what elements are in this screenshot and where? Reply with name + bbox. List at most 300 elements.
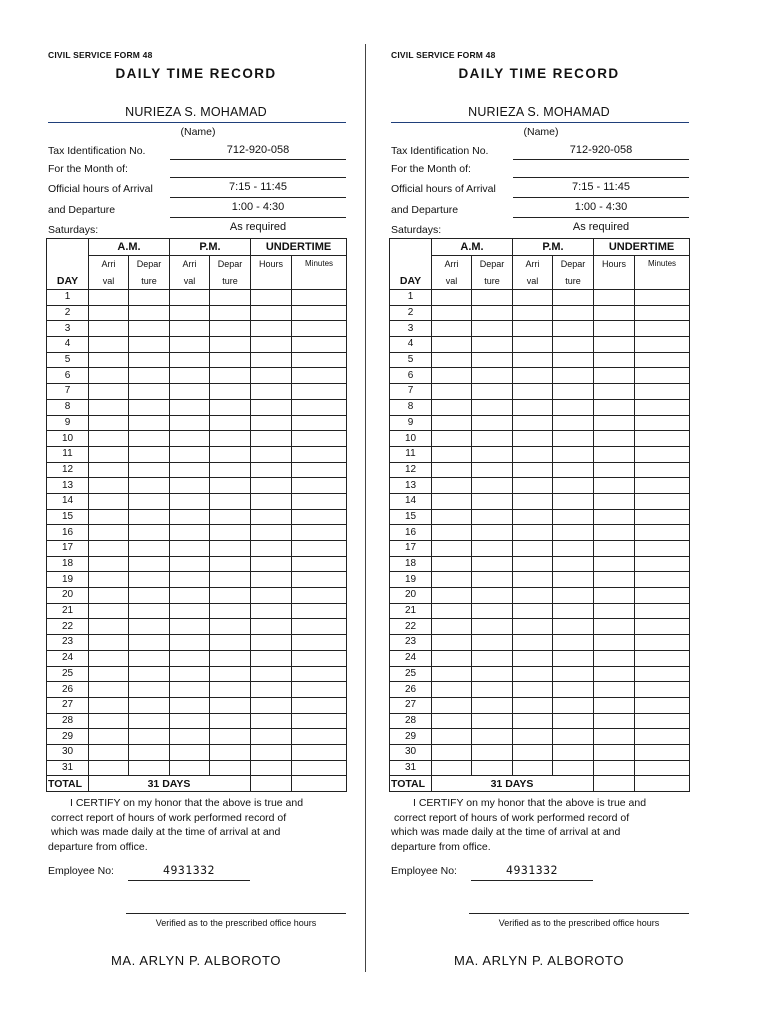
am-arrival-cell xyxy=(432,462,472,478)
am-departure-cell xyxy=(129,541,170,557)
am-departure-header-2: ture xyxy=(472,273,513,290)
table-row xyxy=(390,431,690,447)
am-arrival-cell xyxy=(89,744,129,760)
arrival-label: Official hours of Arrival xyxy=(391,183,496,195)
pm-arrival-cell xyxy=(170,572,210,588)
undertime-header: UNDERTIME xyxy=(594,239,690,256)
am-departure-cell xyxy=(129,431,170,447)
total-section xyxy=(47,776,347,792)
table-row xyxy=(47,493,347,509)
am-departure-cell xyxy=(472,713,513,729)
table-row xyxy=(390,305,690,321)
pm-departure-cell xyxy=(553,619,594,635)
am-arrival-cell xyxy=(89,556,129,572)
table-row xyxy=(47,478,347,494)
dtr-form-right xyxy=(389,0,689,1024)
am-arrival-cell xyxy=(89,760,129,776)
pm-departure-cell xyxy=(553,525,594,541)
undertime-minutes-cell xyxy=(292,713,347,729)
undertime-hours-cell xyxy=(251,290,292,306)
am-departure-cell xyxy=(472,603,513,619)
am-departure-cell xyxy=(472,337,513,353)
day-number: 14 xyxy=(390,493,432,509)
undertime-hours-cell xyxy=(251,337,292,353)
table-row xyxy=(390,603,690,619)
undertime-hours-cell xyxy=(594,509,635,525)
day-number: 10 xyxy=(47,431,89,447)
day-number: 5 xyxy=(390,352,432,368)
month-line xyxy=(513,177,689,178)
undertime-minutes-cell xyxy=(635,682,690,698)
pm-departure-cell xyxy=(210,572,251,588)
table-row xyxy=(390,399,690,415)
total-value: 31 DAYS xyxy=(129,776,210,792)
am-departure-cell xyxy=(129,650,170,666)
pm-arrival-cell xyxy=(513,509,553,525)
pm-departure-cell xyxy=(210,399,251,415)
total-label: TOTAL xyxy=(390,776,432,792)
am-arrival-cell xyxy=(89,415,129,431)
undertime-hours-cell xyxy=(594,682,635,698)
undertime-hours-cell xyxy=(594,666,635,682)
am-arrival-cell xyxy=(432,650,472,666)
pm-departure-cell xyxy=(210,556,251,572)
pm-departure-cell xyxy=(553,760,594,776)
pm-departure-cell xyxy=(210,635,251,651)
pm-arrival-cell xyxy=(170,666,210,682)
am-arrival-cell xyxy=(89,713,129,729)
undertime-hours-cell xyxy=(594,493,635,509)
am-arrival-cell xyxy=(89,493,129,509)
am-arrival-cell xyxy=(89,650,129,666)
undertime-minutes-cell xyxy=(292,478,347,494)
table-row xyxy=(390,368,690,384)
am-departure-cell xyxy=(472,431,513,447)
pm-arrival-cell xyxy=(513,431,553,447)
certify-line: departure from office. xyxy=(391,840,491,853)
undertime-minutes-cell xyxy=(635,431,690,447)
undertime-minutes-cell xyxy=(292,399,347,415)
undertime-minutes-cell xyxy=(635,462,690,478)
pm-arrival-cell xyxy=(513,650,553,666)
pm-arrival-cell xyxy=(170,305,210,321)
day-number: 31 xyxy=(390,760,432,776)
pm-arrival-cell xyxy=(513,525,553,541)
table-row xyxy=(47,541,347,557)
hours-header-2 xyxy=(594,273,635,290)
pm-departure-cell xyxy=(553,572,594,588)
undertime-hours-cell xyxy=(251,368,292,384)
am-departure-cell xyxy=(129,384,170,400)
undertime-hours-cell xyxy=(594,525,635,541)
undertime-minutes-cell xyxy=(635,588,690,604)
day-number: 30 xyxy=(47,744,89,760)
undertime-hours-cell xyxy=(594,368,635,384)
pm-departure-header: Depar xyxy=(553,256,594,273)
am-arrival-cell xyxy=(89,729,129,745)
pm-arrival-cell xyxy=(170,588,210,604)
am-arrival-header-2: val xyxy=(432,273,472,290)
hours-header-2 xyxy=(251,273,292,290)
am-departure-cell xyxy=(129,697,170,713)
table-row xyxy=(390,556,690,572)
signatory-name: MA. ARLYN P. ALBOROTO xyxy=(110,953,282,968)
table-row xyxy=(390,541,690,557)
tin-label: Tax Identification No. xyxy=(48,145,146,157)
day-number: 21 xyxy=(47,603,89,619)
certify-line: which was made daily at the time of arrival at and xyxy=(51,826,281,839)
undertime-hours-cell xyxy=(251,384,292,400)
am-arrival-cell xyxy=(89,682,129,698)
am-arrival-cell xyxy=(89,399,129,415)
pm-departure-cell xyxy=(210,305,251,321)
am-departure-cell xyxy=(129,744,170,760)
am-arrival-cell xyxy=(432,509,472,525)
arrival-line xyxy=(170,197,346,198)
day-number: 12 xyxy=(390,462,432,478)
undertime-hours-cell xyxy=(251,478,292,494)
undertime-minutes-cell xyxy=(292,697,347,713)
table-row xyxy=(47,415,347,431)
table-row xyxy=(47,744,347,760)
time-record-table xyxy=(389,238,690,792)
certify-line: I CERTIFY on my honor that the above is true and xyxy=(413,797,647,809)
undertime-minutes-cell xyxy=(292,619,347,635)
day-header-cell-top xyxy=(47,239,89,256)
undertime-minutes-cell xyxy=(292,588,347,604)
departure-value: 1:00 - 4:30 xyxy=(574,201,628,213)
table-row xyxy=(47,337,347,353)
pm-departure-cell xyxy=(210,588,251,604)
day-number: 18 xyxy=(390,556,432,572)
undertime-minutes-cell xyxy=(635,635,690,651)
pm-arrival-cell xyxy=(513,493,553,509)
pm-departure-cell xyxy=(553,478,594,494)
undertime-hours-cell xyxy=(251,744,292,760)
am-departure-cell xyxy=(472,415,513,431)
undertime-minutes-cell xyxy=(292,368,347,384)
table-row xyxy=(47,446,347,462)
table-row xyxy=(390,384,690,400)
pm-header: P.M. xyxy=(170,239,251,256)
pm-arrival-cell xyxy=(513,713,553,729)
table-row xyxy=(390,321,690,337)
am-departure-cell xyxy=(129,635,170,651)
total-minutes xyxy=(635,776,690,792)
am-departure-cell xyxy=(129,525,170,541)
pm-arrival-cell xyxy=(513,603,553,619)
am-arrival-cell xyxy=(89,462,129,478)
pm-arrival-cell xyxy=(170,509,210,525)
day-number: 30 xyxy=(390,744,432,760)
day-number: 15 xyxy=(390,509,432,525)
am-departure-cell xyxy=(472,368,513,384)
am-header: A.M. xyxy=(432,239,513,256)
table-row xyxy=(47,509,347,525)
table-row xyxy=(47,462,347,478)
pm-arrival-cell xyxy=(513,635,553,651)
am-arrival-cell xyxy=(89,337,129,353)
day-number: 22 xyxy=(47,619,89,635)
form-title: DAILY TIME RECORD xyxy=(458,66,620,81)
am-departure-cell xyxy=(472,493,513,509)
total-label: TOTAL xyxy=(47,776,89,792)
am-arrival-cell xyxy=(432,572,472,588)
day-number: 27 xyxy=(47,697,89,713)
pm-departure-cell xyxy=(210,666,251,682)
am-departure-cell xyxy=(472,446,513,462)
pm-arrival-cell xyxy=(170,462,210,478)
am-departure-cell xyxy=(472,305,513,321)
am-departure-cell xyxy=(129,619,170,635)
table-row xyxy=(47,384,347,400)
day-number: 10 xyxy=(390,431,432,447)
undertime-minutes-cell xyxy=(292,666,347,682)
am-arrival-cell xyxy=(432,478,472,494)
am-departure-cell xyxy=(472,635,513,651)
table-row xyxy=(390,415,690,431)
day-number: 17 xyxy=(47,541,89,557)
am-departure-cell xyxy=(129,729,170,745)
table-row xyxy=(390,446,690,462)
pm-departure-cell xyxy=(553,603,594,619)
pm-arrival-cell xyxy=(513,478,553,494)
undertime-hours-cell xyxy=(251,541,292,557)
pm-departure-cell xyxy=(553,446,594,462)
employee-no-label: Employee No: xyxy=(391,865,457,877)
undertime-minutes-cell xyxy=(635,384,690,400)
am-arrival-cell xyxy=(89,525,129,541)
table-row xyxy=(47,290,347,306)
undertime-hours-cell xyxy=(251,572,292,588)
pm-departure-cell xyxy=(553,462,594,478)
undertime-hours-cell xyxy=(594,713,635,729)
am-arrival-cell xyxy=(89,509,129,525)
employee-no-line xyxy=(128,880,250,881)
undertime-minutes-cell xyxy=(292,305,347,321)
pm-arrival-cell xyxy=(170,368,210,384)
pm-arrival-cell xyxy=(513,666,553,682)
form-title: DAILY TIME RECORD xyxy=(115,66,277,81)
pm-arrival-cell xyxy=(170,635,210,651)
am-arrival-header: Arri xyxy=(432,256,472,273)
pm-departure-cell xyxy=(553,415,594,431)
day-number: 13 xyxy=(47,478,89,494)
pm-departure-cell xyxy=(210,525,251,541)
day-number: 28 xyxy=(47,713,89,729)
employee-no-line xyxy=(471,880,593,881)
am-arrival-cell xyxy=(432,635,472,651)
am-arrival-cell xyxy=(89,305,129,321)
am-arrival-cell xyxy=(89,290,129,306)
undertime-minutes-cell xyxy=(635,446,690,462)
day-number: 9 xyxy=(47,415,89,431)
pm-arrival-cell xyxy=(513,619,553,635)
pm-departure-cell xyxy=(210,478,251,494)
am-arrival-cell xyxy=(89,352,129,368)
table-row xyxy=(390,760,690,776)
pm-departure-cell xyxy=(553,713,594,729)
am-departure-cell xyxy=(472,744,513,760)
am-departure-header: Depar xyxy=(129,256,170,273)
pm-arrival-cell xyxy=(170,415,210,431)
table-row xyxy=(390,352,690,368)
arrival-label: Official hours of Arrival xyxy=(48,183,153,195)
am-arrival-cell xyxy=(432,368,472,384)
pm-arrival-cell xyxy=(170,729,210,745)
undertime-hours-cell xyxy=(594,603,635,619)
day-number: 7 xyxy=(47,384,89,400)
pm-arrival-cell xyxy=(170,384,210,400)
am-departure-cell xyxy=(129,572,170,588)
pm-departure-cell xyxy=(210,650,251,666)
am-arrival-cell xyxy=(432,399,472,415)
am-departure-cell xyxy=(129,760,170,776)
undertime-minutes-cell xyxy=(292,525,347,541)
day-number: 24 xyxy=(390,650,432,666)
am-arrival-header-2: val xyxy=(89,273,129,290)
pm-header: P.M. xyxy=(513,239,594,256)
table-row xyxy=(390,650,690,666)
form-code: CIVIL SERVICE FORM 48 xyxy=(48,50,153,60)
undertime-hours-cell xyxy=(594,431,635,447)
undertime-hours-cell xyxy=(594,321,635,337)
certify-line: departure from office. xyxy=(48,840,148,853)
am-arrival-cell xyxy=(432,352,472,368)
am-departure-cell xyxy=(472,760,513,776)
total-hours xyxy=(594,776,635,792)
day-number: 24 xyxy=(47,650,89,666)
table-row xyxy=(47,682,347,698)
day-header: DAY xyxy=(47,273,89,290)
am-arrival-cell xyxy=(432,541,472,557)
day-number: 25 xyxy=(47,666,89,682)
verified-caption: Verified as to the prescribed office hours xyxy=(155,918,317,928)
employee-no-label: Employee No: xyxy=(48,865,114,877)
day-number: 20 xyxy=(390,588,432,604)
am-departure-cell xyxy=(129,509,170,525)
am-arrival-cell xyxy=(89,384,129,400)
undertime-hours-cell xyxy=(594,384,635,400)
minutes-header-2 xyxy=(292,273,347,290)
undertime-minutes-cell xyxy=(292,290,347,306)
pm-departure-cell xyxy=(210,729,251,745)
undertime-hours-cell xyxy=(594,729,635,745)
undertime-minutes-cell xyxy=(292,509,347,525)
pm-arrival-cell xyxy=(170,446,210,462)
pm-departure-cell xyxy=(553,697,594,713)
undertime-minutes-cell xyxy=(292,572,347,588)
day-number: 31 xyxy=(47,760,89,776)
name-underline xyxy=(391,122,689,123)
am-departure-cell xyxy=(472,666,513,682)
am-arrival-cell xyxy=(432,697,472,713)
am-header: A.M. xyxy=(89,239,170,256)
day-number: 27 xyxy=(390,697,432,713)
day-header-cell-mid xyxy=(390,256,432,273)
am-departure-cell xyxy=(129,399,170,415)
day-number: 29 xyxy=(390,729,432,745)
signature-line xyxy=(469,913,689,914)
day-number: 22 xyxy=(390,619,432,635)
time-record-body xyxy=(390,239,690,290)
pm-departure-cell xyxy=(210,352,251,368)
pm-arrival-cell xyxy=(170,619,210,635)
undertime-hours-cell xyxy=(251,619,292,635)
undertime-hours-cell xyxy=(594,352,635,368)
am-arrival-cell xyxy=(432,337,472,353)
undertime-hours-cell xyxy=(251,493,292,509)
am-arrival-cell xyxy=(432,729,472,745)
day-number: 9 xyxy=(390,415,432,431)
pm-departure-cell xyxy=(553,290,594,306)
pm-departure-cell xyxy=(553,337,594,353)
pm-arrival-cell xyxy=(513,368,553,384)
undertime-minutes-cell xyxy=(635,729,690,745)
pm-departure-cell xyxy=(553,541,594,557)
pm-departure-cell xyxy=(553,729,594,745)
pm-arrival-cell xyxy=(170,399,210,415)
undertime-minutes-cell xyxy=(635,368,690,384)
undertime-hours-cell xyxy=(594,635,635,651)
am-arrival-cell xyxy=(432,384,472,400)
am-departure-cell xyxy=(129,337,170,353)
undertime-minutes-cell xyxy=(292,541,347,557)
undertime-minutes-cell xyxy=(635,541,690,557)
time-record-table xyxy=(46,238,347,792)
table-row xyxy=(390,478,690,494)
undertime-hours-cell xyxy=(594,305,635,321)
am-departure-cell xyxy=(129,478,170,494)
pm-arrival-cell xyxy=(513,572,553,588)
pm-departure-cell xyxy=(210,415,251,431)
am-departure-cell xyxy=(472,572,513,588)
certify-line: correct report of hours of work performed record of xyxy=(394,811,630,824)
am-departure-cell xyxy=(129,556,170,572)
pm-arrival-cell xyxy=(513,760,553,776)
day-number: 12 xyxy=(47,462,89,478)
table-row xyxy=(47,697,347,713)
tin-line xyxy=(513,159,689,160)
pm-arrival-cell xyxy=(513,541,553,557)
undertime-hours-cell xyxy=(251,431,292,447)
hours-header: Hours xyxy=(251,256,292,273)
table-row xyxy=(47,588,347,604)
certify-line: I CERTIFY on my honor that the above is true and xyxy=(70,797,304,809)
am-arrival-cell xyxy=(89,588,129,604)
undertime-minutes-cell xyxy=(635,603,690,619)
am-arrival-cell xyxy=(89,541,129,557)
table-row xyxy=(47,572,347,588)
pm-departure-cell xyxy=(210,697,251,713)
day-number: 20 xyxy=(47,588,89,604)
day-number: 25 xyxy=(390,666,432,682)
table-row xyxy=(47,635,347,651)
undertime-minutes-cell xyxy=(292,446,347,462)
pm-departure-cell xyxy=(210,744,251,760)
pm-arrival-cell xyxy=(513,415,553,431)
am-arrival-cell xyxy=(432,290,472,306)
pm-departure-cell xyxy=(553,305,594,321)
day-number: 16 xyxy=(47,525,89,541)
pm-departure-cell xyxy=(553,588,594,604)
day-number: 19 xyxy=(47,572,89,588)
undertime-minutes-cell xyxy=(292,352,347,368)
day-header-cell-mid xyxy=(47,256,89,273)
total-am-arrival xyxy=(89,776,129,792)
pm-departure-cell xyxy=(553,431,594,447)
pm-arrival-cell xyxy=(170,290,210,306)
